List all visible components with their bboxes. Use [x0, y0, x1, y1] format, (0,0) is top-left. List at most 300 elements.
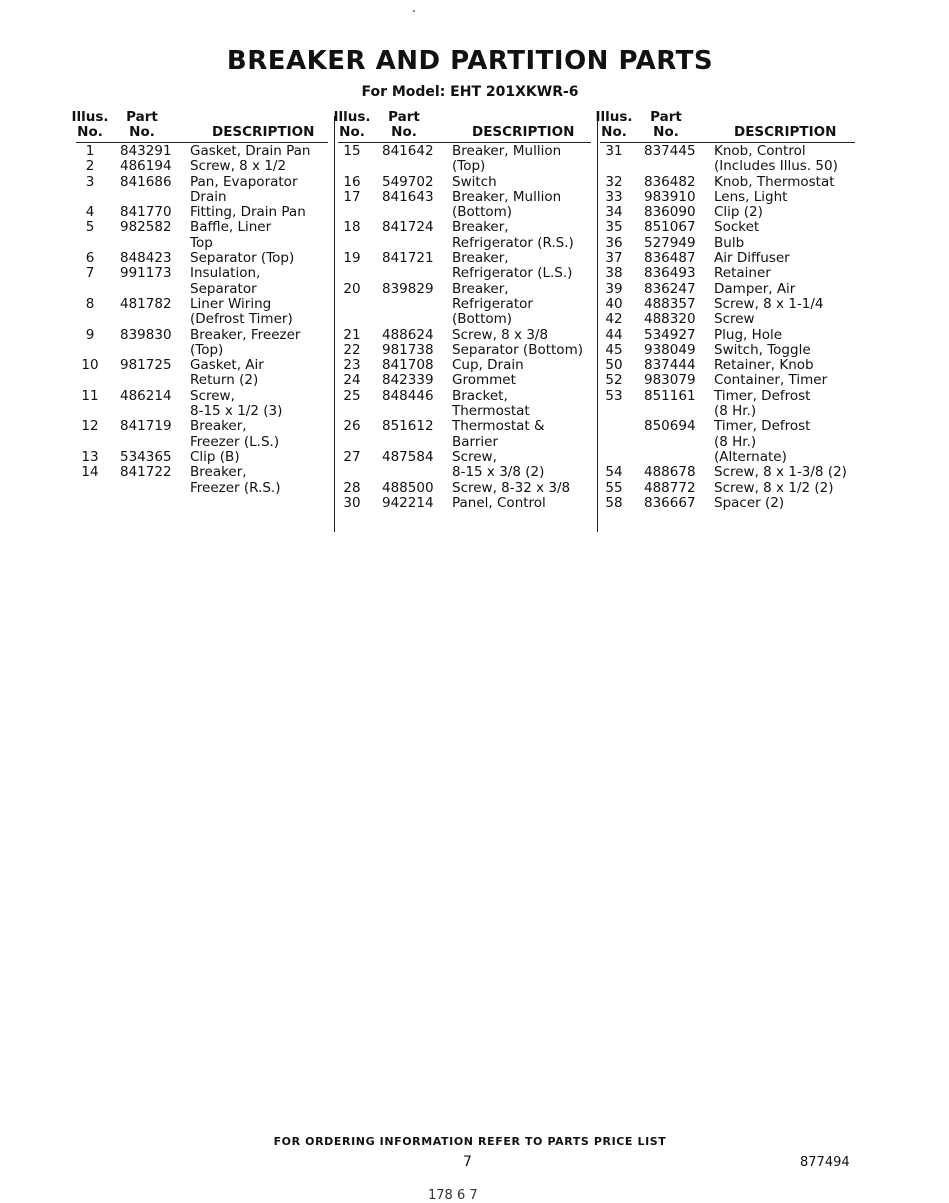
part-number: 848446 — [382, 387, 434, 404]
description-line: Breaker, — [190, 418, 247, 435]
illus-number: 21 — [343, 326, 361, 343]
part-number: 488772 — [644, 479, 696, 496]
part-number: 487584 — [382, 448, 434, 465]
part-description — [714, 175, 855, 190]
part-description — [714, 389, 855, 420]
description-header: DESCRIPTION — [734, 123, 837, 140]
description-line: Air Diffuser — [714, 250, 790, 267]
part-row — [338, 343, 591, 358]
part-row — [76, 389, 328, 420]
illus-number: 20 — [343, 280, 361, 297]
illus-number: 30 — [343, 494, 361, 511]
part-description — [714, 282, 855, 297]
part-number: 841721 — [382, 250, 434, 267]
illus-number: 37 — [605, 250, 623, 267]
illus-number: 13 — [81, 448, 99, 465]
illus-number: 22 — [343, 341, 361, 358]
part-description — [190, 297, 328, 328]
column-divider — [597, 116, 598, 532]
illus-number: 3 — [85, 173, 95, 190]
part-description — [452, 373, 591, 388]
illus-number: 53 — [605, 387, 623, 404]
part-number: 837444 — [644, 357, 696, 374]
illus-number: 27 — [343, 448, 361, 465]
part-number: 942214 — [382, 494, 434, 511]
description-line: Retainer — [714, 265, 771, 282]
part-number: 841686 — [120, 173, 172, 190]
description-line: Freezer (L.S.) — [190, 433, 280, 450]
illus-number: 58 — [605, 494, 623, 511]
part-row — [600, 419, 855, 465]
part-description — [714, 481, 855, 496]
part-row — [76, 266, 328, 297]
illus-number: 35 — [605, 219, 623, 236]
part-row — [600, 282, 855, 297]
part-row — [600, 190, 855, 205]
description-line: Timer, Defrost — [714, 387, 811, 404]
description-line: 8-15 x 3/8 (2) — [452, 464, 545, 481]
column-header — [71, 109, 328, 142]
illus-number: 23 — [343, 357, 361, 374]
part-description — [190, 389, 328, 420]
description-line: Baffle, Liner — [190, 219, 272, 236]
part-description — [452, 175, 591, 190]
part-description — [190, 175, 328, 206]
illus-number: 1 — [85, 143, 95, 159]
part-row — [76, 297, 328, 328]
part-row — [600, 358, 855, 373]
part-row — [600, 481, 855, 496]
illus-number: 16 — [343, 173, 361, 190]
illus-number: 45 — [605, 341, 623, 358]
illus-header-line: Illus. — [595, 109, 633, 125]
part-row — [600, 312, 855, 327]
description-line: Bracket, — [452, 387, 508, 404]
description-line: Fitting, Drain Pan — [190, 204, 306, 221]
part-row — [76, 465, 328, 496]
part-description — [452, 282, 591, 328]
part-number: 981738 — [382, 341, 434, 358]
part-description — [714, 465, 855, 480]
part-number: 836667 — [644, 494, 696, 511]
part-number: 981725 — [120, 357, 172, 374]
description-line: Lens, Light — [714, 188, 788, 205]
description-line: Gasket, Air — [190, 357, 264, 374]
part-row — [600, 465, 855, 480]
part-number: 841719 — [120, 418, 172, 435]
model-subtitle: For Model: EHT 201XKWR-6 — [361, 84, 579, 100]
description-line: (Includes Illus. 50) — [714, 158, 838, 175]
description-line: Cup, Drain — [452, 357, 524, 374]
description-line: Screw, 8 x 1/2 (2) — [714, 479, 834, 496]
part-row — [600, 343, 855, 358]
part-row — [338, 373, 591, 388]
description-line: (Bottom) — [452, 204, 513, 221]
part-description — [714, 190, 855, 205]
part-row — [76, 358, 328, 389]
part-row — [600, 220, 855, 235]
description-line: Barrier — [452, 433, 499, 450]
part-header — [644, 110, 688, 140]
part-row — [600, 496, 855, 511]
description-line: Breaker, Mullion — [452, 188, 562, 205]
part-number: 488357 — [644, 295, 696, 312]
page-title: BREAKER AND PARTITION PARTS — [226, 46, 714, 76]
part-description — [452, 358, 591, 373]
part-description — [190, 144, 328, 159]
part-number: 549702 — [382, 173, 434, 190]
description-line: (8 Hr.) — [714, 403, 757, 420]
part-row — [76, 220, 328, 251]
description-line: Refrigerator (L.S.) — [452, 265, 573, 282]
illus-number: 18 — [343, 219, 361, 236]
description-line: Thermostat — [452, 403, 530, 420]
part-row — [338, 144, 591, 175]
part-description — [452, 389, 591, 420]
illus-number: 6 — [85, 250, 95, 267]
description-line: Pan, Evaporator — [190, 173, 298, 190]
description-line: Refrigerator — [452, 295, 533, 312]
description-line: (8 Hr.) — [714, 433, 757, 450]
part-description — [714, 205, 855, 220]
description-header: DESCRIPTION — [472, 123, 575, 140]
part-number: 488500 — [382, 479, 434, 496]
description-line: Grommet — [452, 372, 516, 389]
part-number: 851161 — [644, 387, 696, 404]
part-number: 851612 — [382, 418, 434, 435]
part-row — [76, 419, 328, 450]
part-description — [452, 251, 591, 282]
description-line: Freezer (R.S.) — [190, 479, 281, 496]
part-header-line: Part — [388, 109, 420, 125]
illus-number: 31 — [605, 143, 623, 159]
parts-column-3 — [595, 109, 855, 511]
part-row — [338, 389, 591, 420]
illus-number: 19 — [343, 250, 361, 267]
part-number: 850694 — [644, 418, 696, 435]
part-description — [452, 190, 591, 221]
page-number: 7 — [463, 1154, 472, 1170]
part-description — [714, 419, 855, 465]
description-line: Socket — [714, 219, 760, 236]
part-number: 488320 — [644, 311, 696, 328]
part-number: 848423 — [120, 250, 172, 267]
illus-number: 12 — [81, 418, 99, 435]
part-row — [76, 144, 328, 159]
part-row — [338, 358, 591, 373]
part-header-line: No. — [129, 124, 155, 140]
part-description — [190, 450, 328, 465]
illus-number: 2 — [85, 158, 95, 175]
description-line: Screw, — [452, 448, 497, 465]
part-row — [338, 496, 591, 511]
part-description — [190, 358, 328, 389]
part-description — [714, 496, 855, 511]
part-description — [190, 419, 328, 450]
illus-number: 32 — [605, 173, 623, 190]
part-number: 841708 — [382, 357, 434, 374]
description-line: (Alternate) — [714, 448, 787, 465]
part-row — [76, 205, 328, 220]
part-number: 841642 — [382, 143, 434, 159]
illus-number: 10 — [81, 357, 99, 374]
description-line: Drain — [190, 188, 227, 205]
part-row — [600, 373, 855, 388]
part-description — [714, 220, 855, 235]
part-number: 983910 — [644, 188, 696, 205]
part-description — [714, 266, 855, 281]
part-number: 486214 — [120, 387, 172, 404]
part-number: 488624 — [382, 326, 434, 343]
description-line: Container, Timer — [714, 372, 828, 389]
description-line: Insulation, — [190, 265, 261, 282]
part-row — [600, 389, 855, 420]
illus-number: 39 — [605, 280, 623, 297]
part-row — [600, 297, 855, 312]
part-row — [600, 205, 855, 220]
part-description — [452, 450, 591, 481]
part-number: 488678 — [644, 464, 696, 481]
illus-header-line: No. — [601, 124, 627, 140]
illus-header-line: Illus. — [71, 109, 109, 125]
part-row — [338, 328, 591, 343]
illus-number: 44 — [605, 326, 623, 343]
illus-number: 4 — [85, 204, 95, 221]
part-description — [452, 419, 591, 450]
illus-number: 9 — [85, 326, 95, 343]
parts-column-2 — [333, 109, 591, 511]
part-description — [452, 328, 591, 343]
part-description — [452, 481, 591, 496]
part-description — [190, 251, 328, 266]
illus-number: 11 — [81, 387, 99, 404]
description-line: Gasket, Drain Pan — [190, 143, 311, 159]
part-number: 527949 — [644, 234, 696, 251]
description-line: Clip (B) — [190, 448, 240, 465]
part-number: 991173 — [120, 265, 172, 282]
part-header — [382, 110, 426, 140]
description-line: Screw, 8 x 1-3/8 (2) — [714, 464, 847, 481]
description-line: Plug, Hole — [714, 326, 783, 343]
part-row — [338, 220, 591, 251]
part-description — [190, 328, 328, 359]
description-line: Spacer (2) — [714, 494, 785, 511]
part-number: 843291 — [120, 143, 172, 159]
part-row — [338, 419, 591, 450]
illus-number: 5 — [85, 219, 95, 236]
part-description — [452, 220, 591, 251]
part-row — [600, 175, 855, 190]
part-description — [190, 220, 328, 251]
illus-number: 25 — [343, 387, 361, 404]
part-number: 481782 — [120, 295, 172, 312]
part-number: 839830 — [120, 326, 172, 343]
illus-header — [332, 110, 372, 140]
part-description — [714, 328, 855, 343]
illus-number: 14 — [81, 464, 99, 481]
description-line: Breaker, — [190, 464, 247, 481]
description-line: Breaker, — [452, 280, 509, 297]
illus-number: 17 — [343, 188, 361, 205]
part-row — [338, 481, 591, 496]
part-description — [714, 144, 855, 175]
part-header-line: No. — [391, 124, 417, 140]
description-line: Breaker, Freezer — [190, 326, 301, 343]
bottom-scan-text: 178 6 7 — [428, 1188, 478, 1203]
description-line: Breaker, Mullion — [452, 143, 562, 159]
illus-number: 8 — [85, 295, 95, 312]
description-line: Separator (Bottom) — [452, 341, 583, 358]
description-line: (Defrost Timer) — [190, 311, 293, 328]
part-description — [714, 236, 855, 251]
description-line: Breaker, — [452, 219, 509, 236]
illus-header-line: Illus. — [333, 109, 371, 125]
description-header: DESCRIPTION — [212, 123, 315, 140]
part-number: 486194 — [120, 158, 172, 175]
part-number: 836090 — [644, 204, 696, 221]
part-number: 841724 — [382, 219, 434, 236]
part-header-line: Part — [126, 109, 158, 125]
part-description — [452, 343, 591, 358]
description-line: (Bottom) — [452, 311, 513, 328]
part-description — [190, 266, 328, 297]
part-description — [452, 496, 591, 511]
illus-number: 38 — [605, 265, 623, 282]
part-row — [76, 175, 328, 206]
illus-number: 28 — [343, 479, 361, 496]
part-row — [76, 328, 328, 359]
illus-header-line: No. — [339, 124, 365, 140]
illus-number: 24 — [343, 372, 361, 389]
part-row — [76, 159, 328, 174]
illus-number: 40 — [605, 295, 623, 312]
description-line: Clip (2) — [714, 204, 763, 221]
part-description — [714, 343, 855, 358]
illus-number: 36 — [605, 234, 623, 251]
part-header — [120, 110, 164, 140]
part-description — [714, 297, 855, 312]
description-line: Liner Wiring — [190, 295, 272, 312]
part-description — [190, 205, 328, 220]
part-number: 836247 — [644, 280, 696, 297]
parts-column-1 — [71, 109, 328, 496]
document-number: 877494 — [800, 1155, 850, 1170]
part-row — [600, 328, 855, 343]
column-divider — [334, 116, 335, 532]
part-number: 983079 — [644, 372, 696, 389]
illus-number: 33 — [605, 188, 623, 205]
description-line: Screw, 8 x 1-1/4 — [714, 295, 824, 312]
part-description — [452, 144, 591, 175]
description-line: Knob, Control — [714, 143, 806, 159]
description-line: Switch, Toggle — [714, 341, 811, 358]
part-description — [714, 312, 855, 327]
part-number: 534927 — [644, 326, 696, 343]
description-line: Thermostat & — [452, 418, 545, 435]
part-number: 842339 — [382, 372, 434, 389]
illus-header — [594, 110, 634, 140]
description-line: (Top) — [190, 341, 224, 358]
description-line: Bulb — [714, 234, 745, 251]
description-line: (Top) — [452, 158, 486, 175]
description-line: Screw, 8 x 3/8 — [452, 326, 549, 343]
part-number: 841722 — [120, 464, 172, 481]
part-row — [338, 175, 591, 190]
part-number: 841643 — [382, 188, 434, 205]
part-number: 836487 — [644, 250, 696, 267]
part-header-line: Part — [650, 109, 682, 125]
part-row — [600, 236, 855, 251]
description-line: Screw — [714, 311, 755, 328]
illus-number: 55 — [605, 479, 623, 496]
illus-number: 54 — [605, 464, 623, 481]
description-line: Screw, 8 x 1/2 — [190, 158, 287, 175]
illus-number: 50 — [605, 357, 623, 374]
description-line: Breaker, — [452, 250, 509, 267]
part-row — [338, 282, 591, 328]
part-description — [190, 465, 328, 496]
illus-number: 26 — [343, 418, 361, 435]
part-row — [600, 144, 855, 175]
part-row — [76, 450, 328, 465]
description-line: Separator — [190, 280, 257, 297]
part-row — [600, 251, 855, 266]
part-row — [338, 190, 591, 221]
illus-number: 42 — [605, 311, 623, 328]
part-description — [714, 373, 855, 388]
part-description — [190, 159, 328, 174]
part-header-line: No. — [653, 124, 679, 140]
part-number: 851067 — [644, 219, 696, 236]
part-number: 982582 — [120, 219, 172, 236]
illus-number: 34 — [605, 204, 623, 221]
description-line: Top — [190, 234, 213, 251]
part-row — [600, 266, 855, 281]
part-row — [338, 251, 591, 282]
description-line: Retainer, Knob — [714, 357, 814, 374]
ordering-footer: FOR ORDERING INFORMATION REFER TO PARTS PRICE LIST — [273, 1135, 667, 1148]
description-line: Damper, Air — [714, 280, 796, 297]
illus-number: 7 — [85, 265, 95, 282]
part-number: 938049 — [644, 341, 696, 358]
part-number: 836482 — [644, 173, 696, 190]
column-header — [595, 109, 855, 142]
column-header — [333, 109, 591, 142]
part-number: 837445 — [644, 143, 696, 159]
part-number: 841770 — [120, 204, 172, 221]
description-line: Panel, Control — [452, 494, 546, 511]
description-line: Timer, Defrost — [714, 418, 811, 435]
description-line: Knob, Thermostat — [714, 173, 835, 190]
illus-number: 52 — [605, 372, 623, 389]
part-row — [338, 450, 591, 481]
description-line: Return (2) — [190, 372, 259, 389]
description-line: Switch — [452, 173, 497, 190]
scan-speck — [413, 10, 415, 12]
part-row — [76, 251, 328, 266]
part-description — [714, 251, 855, 266]
description-line: Screw, — [190, 387, 235, 404]
description-line: Screw, 8-32 x 3/8 — [452, 479, 571, 496]
description-line: Refrigerator (R.S.) — [452, 234, 574, 251]
description-line: Separator (Top) — [190, 250, 295, 267]
description-line: 8-15 x 1/2 (3) — [190, 403, 283, 420]
illus-header — [70, 110, 110, 140]
part-description — [714, 358, 855, 373]
part-number: 534365 — [120, 448, 172, 465]
part-number: 836493 — [644, 265, 696, 282]
illus-number: 15 — [343, 143, 361, 159]
